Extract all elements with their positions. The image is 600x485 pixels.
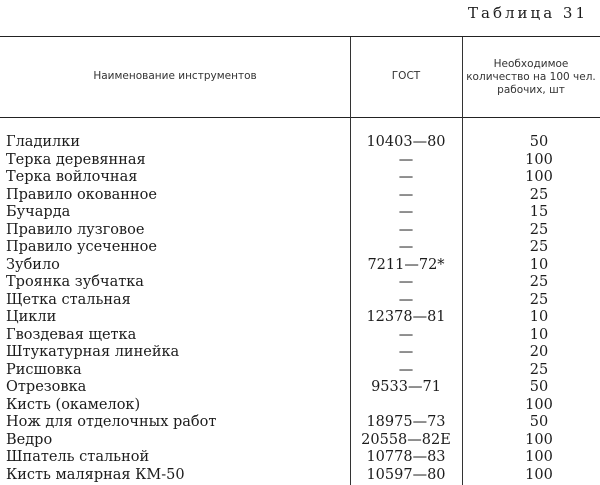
cell-gost: 12378—81 <box>366 309 446 325</box>
cell-name: Правило окованное <box>6 186 157 203</box>
cell-quantity: 10 <box>529 326 549 343</box>
cell-name: Терка деревянная <box>6 151 146 168</box>
cell-name: Шпатель стальной <box>6 449 150 465</box>
table-row <box>0 379 600 397</box>
cell-name: Терка войлочная <box>6 169 138 185</box>
cell-name: Правило усеченное <box>6 239 157 255</box>
table-row <box>0 414 600 432</box>
cell-quantity: 25 <box>529 274 549 290</box>
table-row <box>0 362 600 380</box>
cell-quantity: 100 <box>525 431 553 448</box>
cell-name: Ведро <box>6 431 53 448</box>
cell-gost: — <box>398 151 414 168</box>
cell-quantity: 100 <box>525 151 553 168</box>
cell-name: Щетка стальная <box>6 291 131 308</box>
cell-gost: 10597—80 <box>366 466 446 483</box>
cell-name: Цикли <box>6 309 57 325</box>
cell-name: Гладилки <box>6 134 80 150</box>
cell-quantity: 10 <box>529 309 549 325</box>
cell-gost: — <box>398 221 414 238</box>
header-bottom-rule <box>0 117 600 118</box>
table-row <box>0 257 600 275</box>
cell-name: Гвоздевая щетка <box>6 326 137 343</box>
cell-gost: 10403—80 <box>366 134 446 150</box>
cell-name: Кисть малярная КМ-50 <box>6 466 185 483</box>
cell-name: Бучарда <box>6 204 71 220</box>
cell-name: Зубило <box>6 256 60 273</box>
cell-quantity: 100 <box>525 169 553 185</box>
cell-name: Троянка зубчатка <box>6 274 144 290</box>
cell-gost: — <box>398 326 414 343</box>
cell-name: Штукатурная линейка <box>6 344 180 360</box>
cell-gost: — <box>398 169 414 185</box>
cell-gost: 7211—72* <box>367 256 445 273</box>
cell-name: Нож для отделочных работ <box>6 414 217 430</box>
cell-gost: — <box>398 344 414 360</box>
cell-quantity: 100 <box>525 396 553 413</box>
table-row <box>0 292 600 310</box>
table-row <box>0 239 600 257</box>
cell-quantity: 50 <box>529 414 549 430</box>
table-row <box>0 467 600 485</box>
table-row <box>0 169 600 187</box>
cell-quantity: 25 <box>529 239 549 255</box>
cell-gost: — <box>398 274 414 290</box>
table-row <box>0 274 600 292</box>
table-row <box>0 327 600 345</box>
table-body <box>0 134 600 484</box>
cell-name: Кисть (окамелок) <box>6 396 141 413</box>
cell-quantity: 25 <box>529 221 549 238</box>
table-row <box>0 344 600 362</box>
cell-name: Правило лузговое <box>6 221 145 238</box>
cell-quantity: 15 <box>529 204 549 220</box>
cell-gost: — <box>398 204 414 220</box>
cell-quantity: 10 <box>529 256 549 273</box>
cell-gost: 20558—82Е <box>361 431 451 448</box>
cell-quantity: 100 <box>525 449 553 465</box>
cell-gost: 9533—71 <box>371 379 441 395</box>
header-quantity: Необходимое количество на 100 чел. рабочих, шт <box>466 58 596 96</box>
table-row <box>0 134 600 152</box>
cell-quantity: 20 <box>529 344 549 360</box>
table-row <box>0 309 600 327</box>
cell-gost: 10778—83 <box>366 449 446 465</box>
cell-quantity: 25 <box>529 186 549 203</box>
header-name: Наименование инструментов <box>93 70 257 82</box>
cell-quantity: 25 <box>529 291 549 308</box>
cell-quantity: 50 <box>529 134 549 150</box>
cell-gost: — <box>398 361 414 378</box>
table-row <box>0 222 600 240</box>
cell-quantity: 50 <box>529 379 549 395</box>
cell-gost: — <box>398 291 414 308</box>
table-row <box>0 187 600 205</box>
table-row <box>0 152 600 170</box>
table-row <box>0 397 600 415</box>
cell-name: Рисшовка <box>6 361 82 378</box>
cell-gost: — <box>398 239 414 255</box>
table-row <box>0 449 600 467</box>
cell-gost: 18975—73 <box>366 414 446 430</box>
cell-gost: — <box>398 186 414 203</box>
table-caption: Таблица 31 <box>468 4 588 22</box>
cell-quantity: 100 <box>525 466 553 483</box>
table-top-rule <box>0 36 600 37</box>
header-gost: ГОСТ <box>391 70 421 82</box>
cell-quantity: 25 <box>529 361 549 378</box>
cell-name: Отрезовка <box>6 379 87 395</box>
table-row <box>0 432 600 450</box>
table-row <box>0 204 600 222</box>
